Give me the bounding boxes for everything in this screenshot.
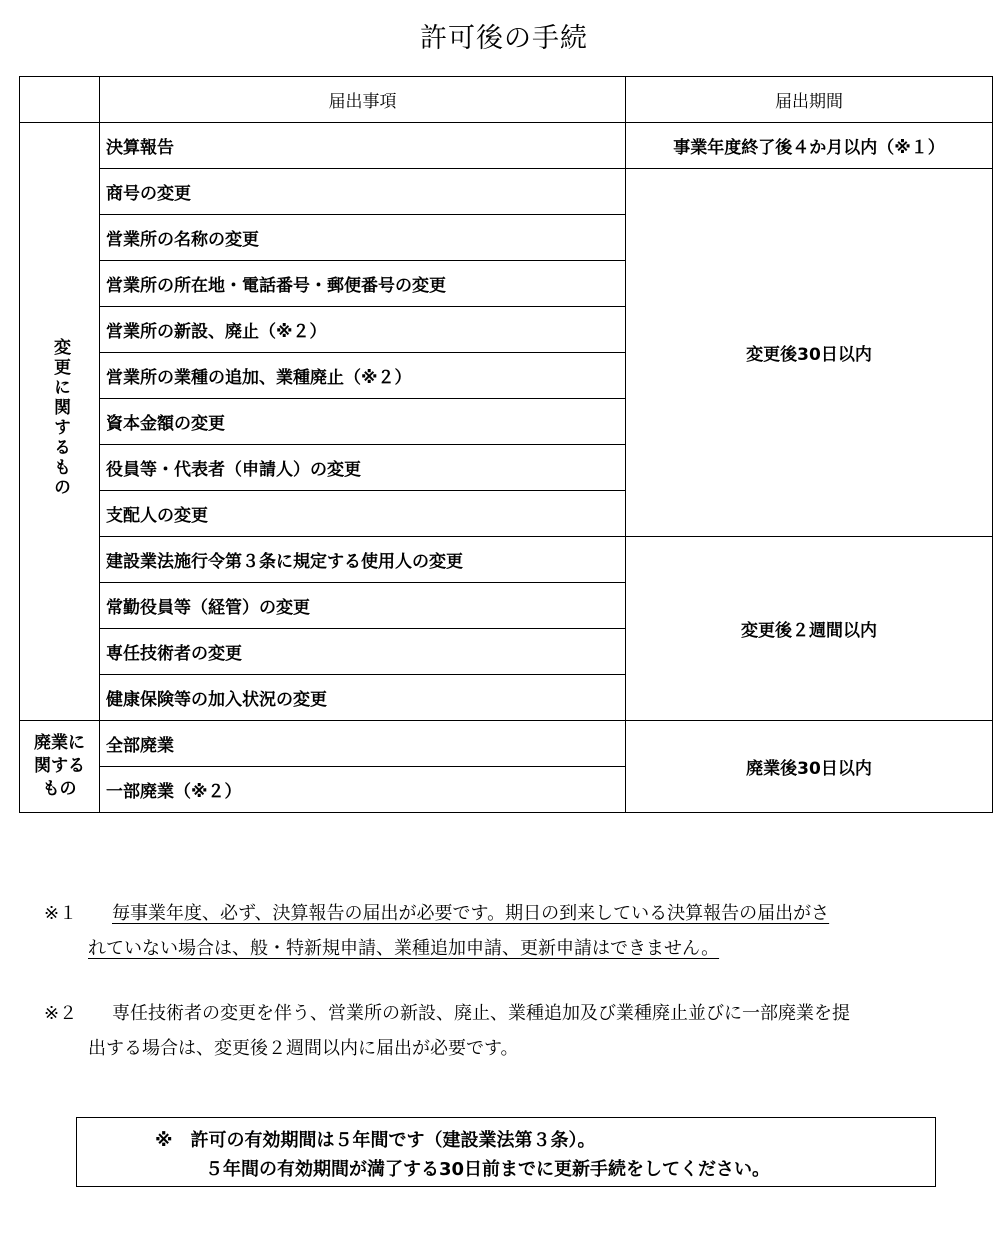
group-change-label [20,123,100,721]
group-close-line: もの [42,778,77,799]
note-2-line1: 専任技術者の変更を伴う、営業所の新設、廃止、業種追加及び業種廃止並びに一部廃業を提 [112,1003,850,1024]
header-corner [20,77,100,123]
validity-notice-line1: ※ 許可の有効期間は５年間です（建設業法第３条）。 [155,1130,596,1151]
group-change-text: 変更に関するもの [49,338,70,499]
group-close-line: 関する [34,756,85,777]
period-change-2weeks: 変更後２週間以内 [626,537,993,721]
header-period: 届出期間 [626,77,993,123]
row-item: 支配人の変更 [100,491,626,537]
row-item: 営業所の所在地・電話番号・郵便番号の変更 [100,261,626,307]
group-close-label [20,721,100,813]
row-item: 全部廃業 [100,721,626,767]
header-item: 届出事項 [100,77,626,123]
row-item: 健康保険等の加入状況の変更 [100,675,626,721]
row-item: 営業所の業種の追加、業種廃止（※２） [100,353,626,399]
validity-notice-box [76,1117,936,1187]
row-item: 商号の変更 [100,169,626,215]
row-item: 一部廃業（※２） [100,767,626,813]
validity-notice-line2: ５年間の有効期間が満了する30日前までに更新手続をしてください。 [205,1159,771,1180]
table-row [20,169,993,215]
note-1-line2: れていない場合は、般・特新規申請、業種追加申請、更新申請はできません。 [88,938,720,959]
note-2-line2: 出する場合は、変更後２週間以内に届出が必要です。 [88,1038,519,1059]
row-item: 資本金額の変更 [100,399,626,445]
procedures-table [19,76,993,813]
table-header-row [20,77,993,123]
table-row [20,123,993,169]
row-item: 営業所の名称の変更 [100,215,626,261]
table-row [20,537,993,583]
row-item: 営業所の新設、廃止（※２） [100,307,626,353]
note-1 [44,896,974,966]
note-1-line1: 毎事業年度、必ず、決算報告の届出が必要です。期日の到来している決算報告の届出がさ [112,903,830,924]
period-change-30days: 変更後30日以内 [626,169,993,537]
note-2-mark: ※２ [44,1003,78,1024]
note-1-mark: ※１ [44,903,78,924]
group-close-line: 廃業に [34,733,85,754]
period-settlement: 事業年度終了後４か月以内（※１） [626,123,993,169]
row-item: 常勤役員等（経管）の変更 [100,583,626,629]
row-item: 建設業法施行令第３条に規定する使用人の変更 [100,537,626,583]
row-item: 役員等・代表者（申請人）の変更 [100,445,626,491]
row-item: 専任技術者の変更 [100,629,626,675]
row-item: 決算報告 [100,123,626,169]
period-closure-30days: 廃業後30日以内 [626,721,993,813]
note-2 [44,996,974,1066]
table-row [20,721,993,767]
page-title: 許可後の手続 [420,23,588,54]
